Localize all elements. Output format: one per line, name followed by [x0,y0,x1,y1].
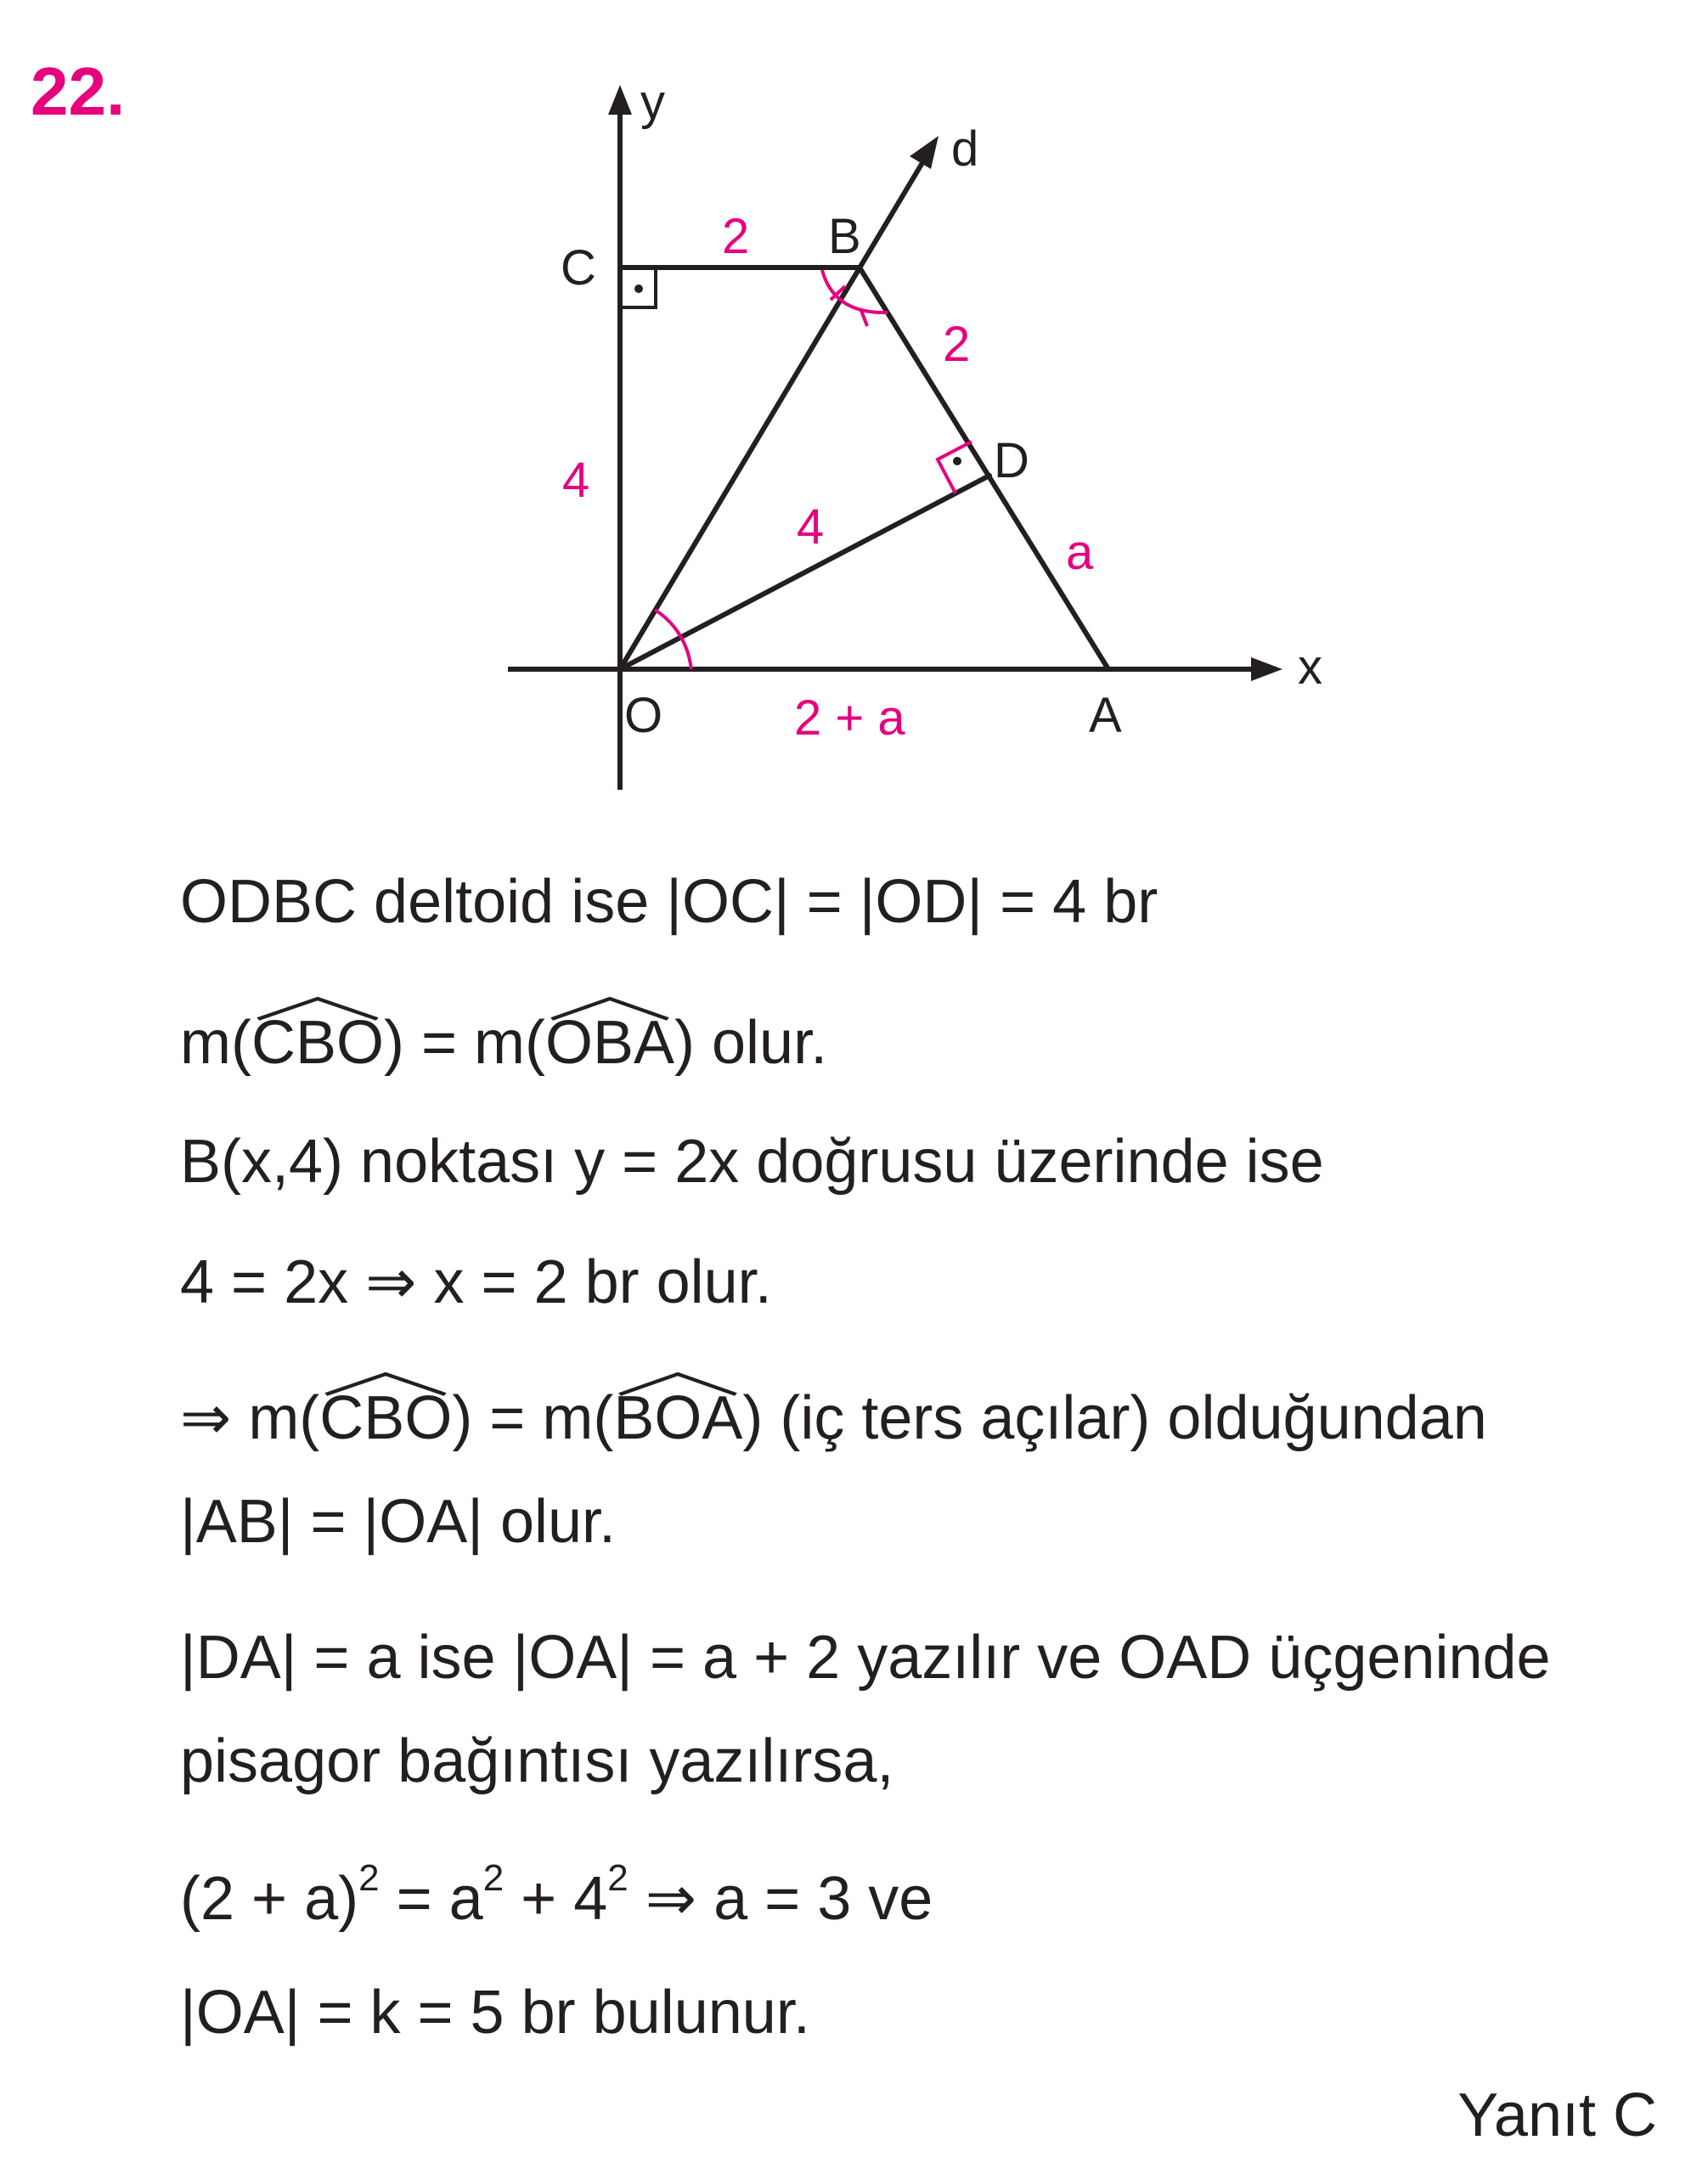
label-y: y [640,75,665,130]
line5-post: ) (iç ters açılar) olduğundan [742,1384,1487,1452]
angle-hat-icon [613,1371,742,1396]
length-DA: a [1066,525,1094,580]
angle-CBO: CBO [251,1012,384,1073]
line2-mid: ) = m( [383,1009,545,1077]
label-D: D [994,433,1029,488]
solution-line-6: |AB| = |OA| olur. [180,1488,617,1556]
answer-label: Yanıt C [1457,2081,1657,2149]
line5-mid: ) = m( [452,1384,614,1452]
label-B: B [828,209,861,264]
solution-line-3: B(x,4) noktası y = 2x doğrusu üzerinde ise [180,1128,1324,1196]
solution-line-2 [180,1009,828,1077]
segment-BA [860,268,1108,669]
right-angle-C-dot [634,284,643,293]
line2-pre: m( [180,1009,251,1077]
label-x: x [1298,639,1322,695]
solution-line-5 [180,1384,1487,1452]
length-OC: 4 [562,453,590,508]
angle-hat-icon [545,995,674,1021]
length-OA: 2 + a [794,690,905,746]
angle-hat-icon [251,995,384,1021]
label-d: d [951,121,979,177]
angle-BOA: BOA [613,1388,742,1449]
line-d-arrow [910,136,939,169]
solution-line-8: pisagor bağıntısı yazılırsa, [180,1727,894,1795]
line2-post: ) olur. [674,1009,828,1077]
angle-marks [655,270,888,669]
question-number: 22. [31,54,126,129]
angle-OBA: OBA [545,1012,674,1073]
solution-line-4: 4 = 2x ⇒ x = 2 br olur. [180,1248,772,1316]
solution-line-7: |DA| = a ise |OA| = a + 2 yazılır ve OAD üçgeninde [180,1624,1551,1692]
right-angle-D-dot [953,457,961,465]
length-CB: 2 [722,209,750,264]
figure-lines [620,157,1108,669]
axes [508,102,1257,790]
x-axis-arrow [1251,657,1282,681]
line5-pre: ⇒ m( [180,1384,320,1452]
label-C: C [561,240,596,296]
label-A: A [1089,688,1122,743]
solution-line-9: $(2 + a)^2 = a^2 + 4^2$ ⇒ a = 3 ve [180,1857,933,1933]
angle-hat-icon [319,1371,452,1396]
y-axis-arrow [608,85,632,115]
length-OD: 4 [797,499,825,555]
angle-CBO-2: CBO [319,1388,452,1449]
line-d [620,157,926,669]
label-O: O [624,688,663,743]
solution-line-10: |OA| = k = 5 br bulunur. [180,1979,810,2047]
length-BD: 2 [943,317,971,372]
geometry-figure [0,0,1708,849]
solution-line-1: ODBC deltoid ise |OC| = |OD| = 4 br [180,868,1158,936]
